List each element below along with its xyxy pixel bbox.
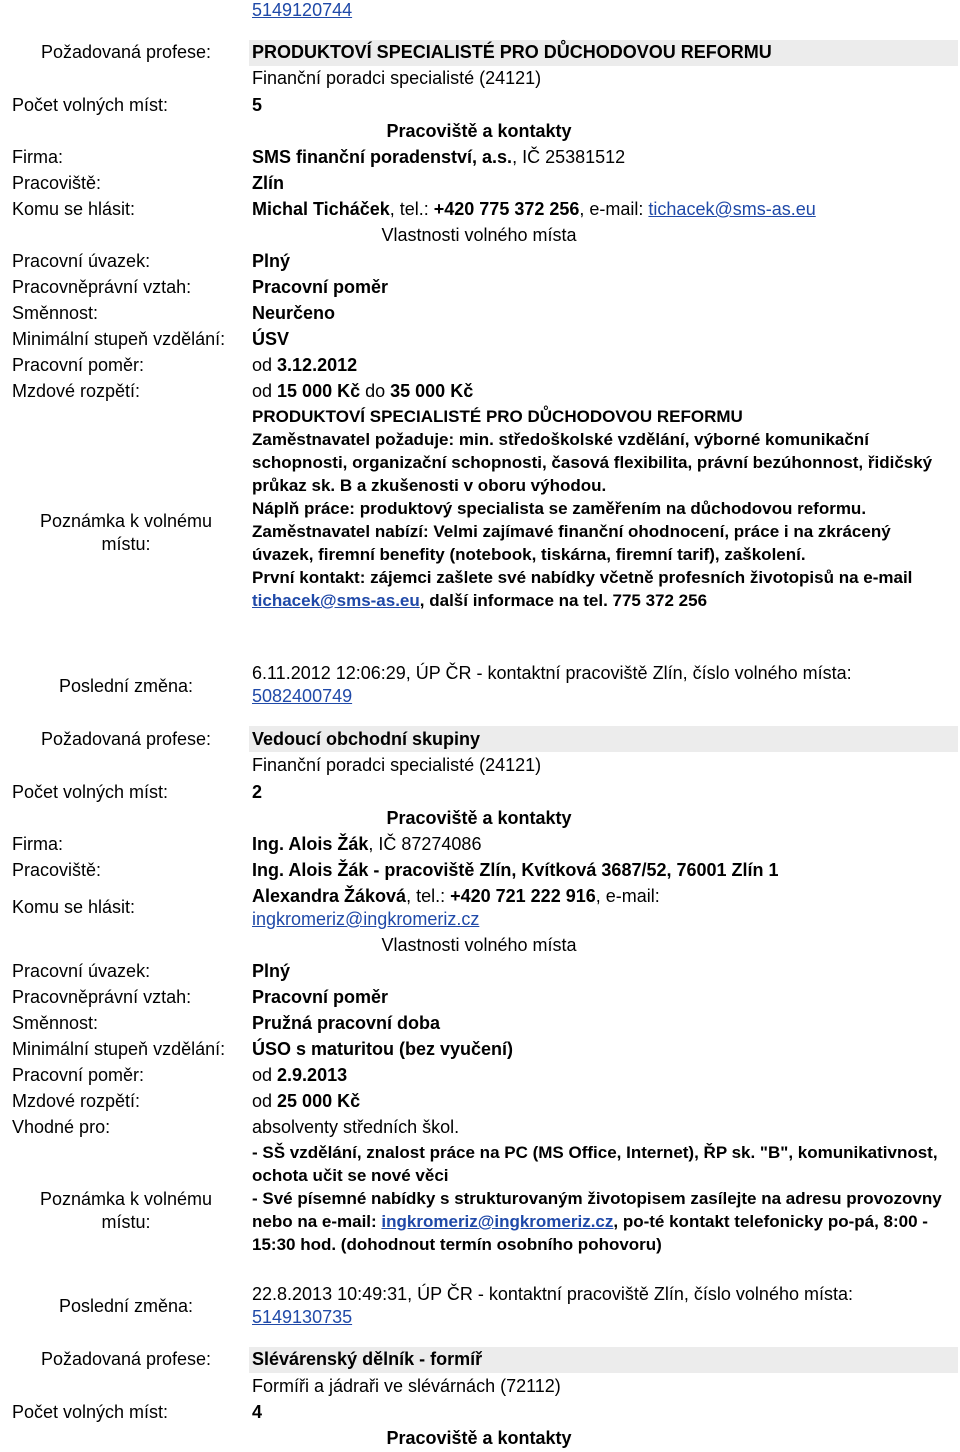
firm-label: Firma: [12, 834, 63, 854]
education-label: Minimální stupeň vzdělání: [12, 329, 226, 349]
relation-label: Pracovněprávní vztah: [12, 277, 192, 297]
start-label: Pracovní poměr: [12, 1065, 145, 1085]
workload-value: Plný [252, 961, 291, 981]
education-label: Minimální stupeň vzdělání: [12, 1039, 226, 1059]
note-label-2: místu: [101, 534, 151, 554]
relation-value: Pracovní poměr [252, 987, 389, 1007]
education-value: ÚSO s maturitou (bez vyučení) [252, 1039, 514, 1059]
profession-label: Požadovaná profese: [40, 42, 212, 62]
salary-value: od 15 000 Kč do 35 000 Kč [252, 381, 474, 401]
shifts-value: Pružná pracovní doba [252, 1013, 441, 1033]
suitable-label: Vhodné pro: [12, 1117, 111, 1137]
section-header-workplace: Pracoviště a kontakty [386, 808, 572, 828]
note-label: Poznámka k volnému [39, 511, 213, 531]
note-requirements: - SŠ vzdělání, znalost práce na PC (MS Office, Internet), ŘP sk. "B", komunikativnost, ochota učit se nové věci [252, 1143, 938, 1185]
salary-label: Mzdové rozpětí: [12, 1091, 141, 1111]
contact-email-link[interactable]: ingkromeriz@ingkromeriz.cz [252, 909, 480, 929]
firm-label: Firma: [12, 147, 63, 167]
start-value: od 2.9.2013 [252, 1065, 348, 1085]
contact-value: Alexandra Žáková, tel.: +420 721 222 916, e-mail: [252, 886, 660, 906]
profession-label: Požadovaná profese: [40, 1349, 212, 1369]
suitable-value: absolventy středních škol. [252, 1117, 460, 1137]
section-header-workplace: Pracoviště a kontakty [386, 121, 572, 141]
note-duties: Náplň práce: produktový specialista se zaměřením na důchodovou reformu. [252, 499, 867, 518]
profession-category: Finanční poradci specialisté (24121) [252, 68, 542, 88]
note-title: PRODUKTOVÍ SPECIALISTÉ PRO DŮCHODOVOU REFORMU [252, 407, 743, 426]
contact-label: Komu se hlásit: [12, 199, 136, 219]
profession-label: Požadovaná profese: [40, 729, 212, 749]
workplace-label: Pracoviště: [12, 860, 102, 880]
relation-label: Pracovněprávní vztah: [12, 987, 192, 1007]
contact-label: Komu se hlásit: [12, 897, 136, 917]
profession-title: Slévárenský dělník - formíř [252, 1349, 483, 1369]
profession-category: Finanční poradci specialisté (24121) [252, 755, 542, 775]
note-email-link[interactable]: ingkromeriz@ingkromeriz.cz [381, 1212, 614, 1231]
count-label: Počet volných míst: [12, 1402, 169, 1422]
contact-email-link[interactable]: tichacek@sms-as.eu [648, 199, 816, 219]
note-label-2: místu: [101, 1212, 151, 1232]
start-value: od 3.12.2012 [252, 355, 358, 375]
salary-label: Mzdové rozpětí: [12, 381, 141, 401]
start-label: Pracovní poměr: [12, 355, 145, 375]
last-change-label: Poslední změna: [58, 676, 194, 696]
profession-title: Vedoucí obchodní skupiny [252, 729, 481, 749]
firm-value: SMS finanční poradenství, a.s., IČ 25381512 [252, 147, 626, 167]
workload-value: Plný [252, 251, 291, 271]
shifts-label: Směnnost: [12, 1013, 99, 1033]
count-label: Počet volných míst: [12, 95, 169, 115]
last-change-value: 22.8.2013 10:49:31, ÚP ČR - kontaktní pracoviště Zlín, číslo volného místa: [252, 1284, 853, 1304]
count-value: 5 [252, 95, 263, 115]
note-contact: První kontakt: zájemci zašlete své nabídky včetně profesních životopisů na e-mail tichacek@sms-as.eu, další informace na tel. 775 372 256 [252, 568, 913, 610]
profession-category: Formíři a jádraři ve slévárnách (72112) [252, 1376, 561, 1396]
contact-value: Michal Ticháček, tel.: +420 775 372 256, e-mail: tichacek@sms-as.eu [252, 199, 816, 219]
count-label: Počet volných míst: [12, 782, 169, 802]
workplace-value: Ing. Alois Žák - pracoviště Zlín, Kvítková 3687/52, 76001 Zlín 1 [252, 860, 779, 880]
count-value: 4 [252, 1402, 263, 1422]
vacancy-number-link[interactable]: 5082400749 [252, 686, 353, 706]
firm-value: Ing. Alois Žák, IČ 87274086 [252, 834, 482, 854]
vacancy-number-link[interactable]: 5149130735 [252, 1307, 353, 1327]
section-header-workplace: Pracoviště a kontakty [386, 1428, 572, 1448]
profession-title: PRODUKTOVÍ SPECIALISTÉ PRO DŮCHODOVOU REFORMU [252, 42, 772, 62]
note-email-link[interactable]: tichacek@sms-as.eu [252, 591, 420, 610]
last-change-value: 6.11.2012 12:06:29, ÚP ČR - kontaktní pracoviště Zlín, číslo volného místa: [252, 663, 852, 683]
workplace-value: Zlín [252, 173, 284, 193]
relation-value: Pracovní poměr [252, 277, 389, 297]
note-offer: Zaměstnavatel nabízí: Velmi zajímavé finanční ohodnocení, práce i na zkrácený úvazek, firemní benefity (notebook, tiskárna, firemní tarif), zaškolení. [252, 522, 891, 564]
workplace-label: Pracoviště: [12, 173, 102, 193]
note-text [252, 1141, 952, 1256]
salary-value: od 25 000 Kč [252, 1091, 361, 1111]
vacancy-number-link[interactable]: 5149120744 [252, 0, 353, 20]
note-label: Poznámka k volnému [39, 1189, 213, 1209]
last-change-label: Poslední změna: [58, 1296, 194, 1316]
education-value: ÚSV [252, 329, 290, 349]
note-application: - Své písemné nabídky s strukturovaným životopisem zasílejte na adresu provozovny nebo na e-mail: ingkromeriz@ingkromeriz.cz, po-té kontakt telefonicky po-pá, 8:00 - 15:30 hod. (dohodnout termín osobního pohovoru) [252, 1189, 942, 1254]
note-requirements: Zaměstnavatel požaduje: min. středoškolské vzdělání, výborné komunikační schopnosti, organizační schopnosti, časová flexibilita, právní bezúhonnost, řidičský průkaz sk. B a zkušenosti v oboru výhodou. [252, 430, 933, 495]
shifts-value: Neurčeno [252, 303, 336, 323]
section-header-properties: Vlastnosti volného místa [381, 225, 577, 245]
workload-label: Pracovní úvazek: [12, 961, 151, 981]
count-value: 2 [252, 782, 263, 802]
section-header-properties: Vlastnosti volného místa [381, 935, 577, 955]
workload-label: Pracovní úvazek: [12, 251, 151, 271]
note-text [252, 405, 952, 612]
shifts-label: Směnnost: [12, 303, 99, 323]
